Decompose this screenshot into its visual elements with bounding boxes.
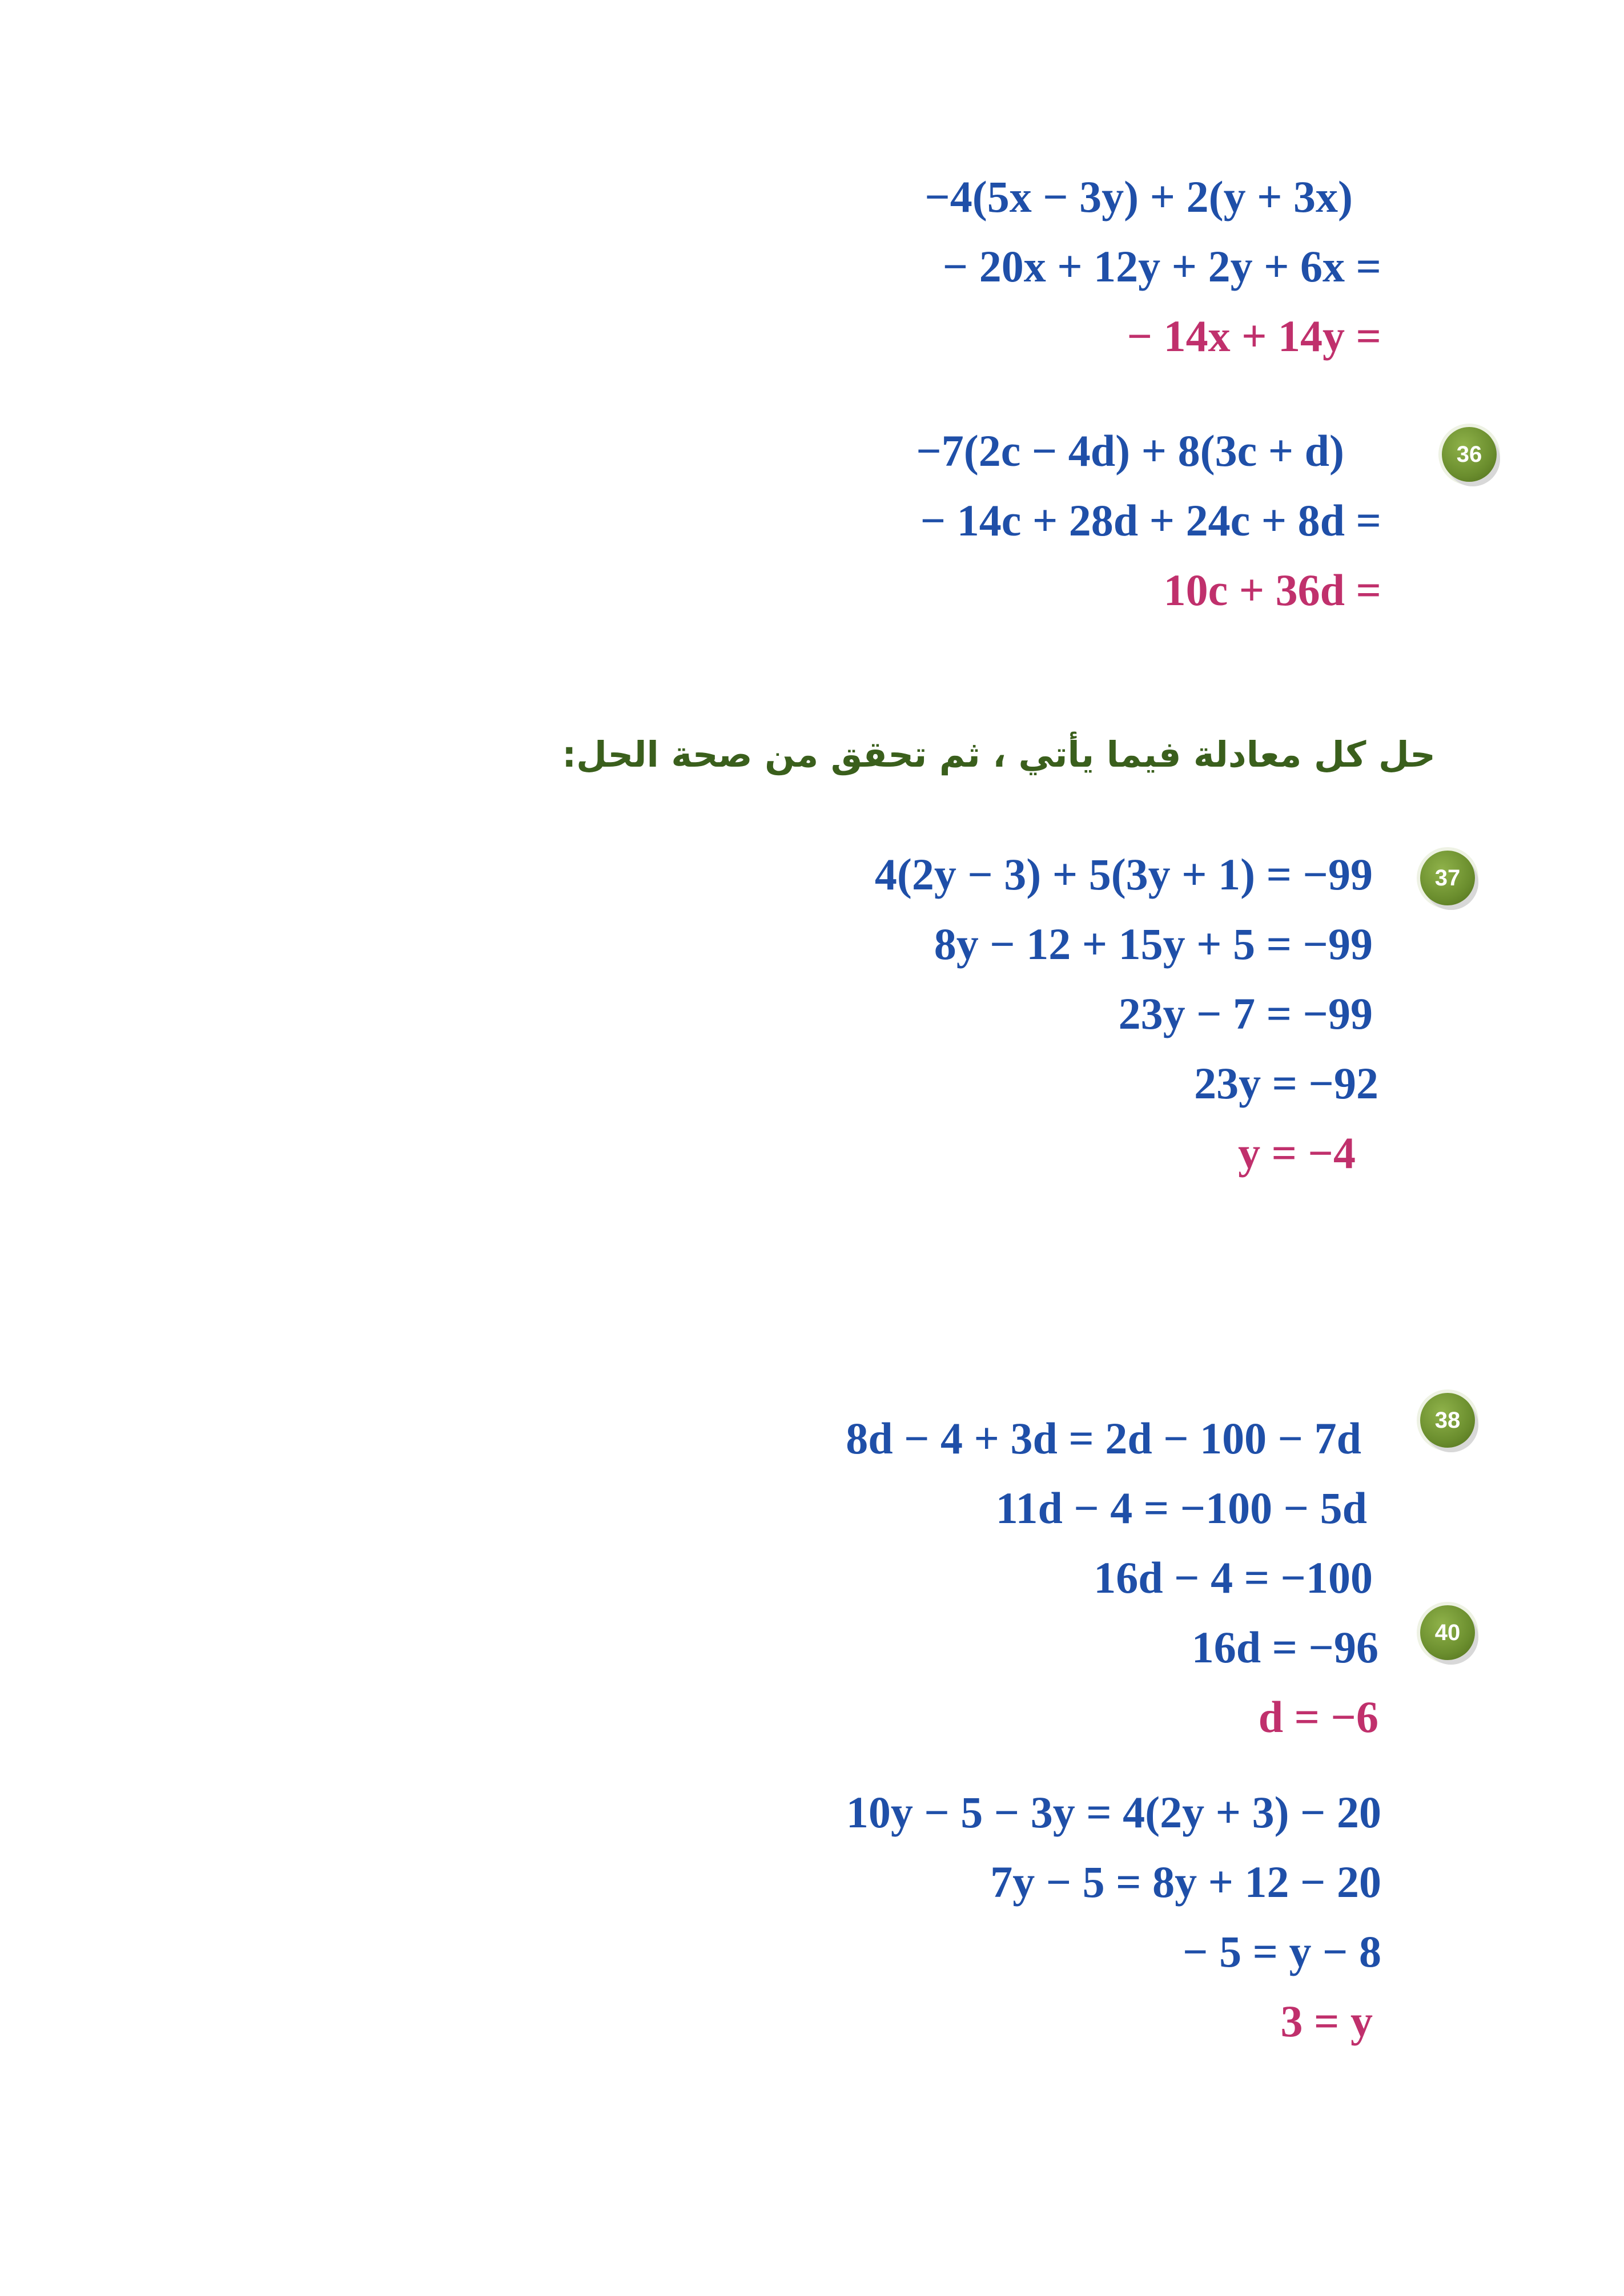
p35-line-3: − 14x + 14y = xyxy=(1127,311,1381,361)
p36-line-3: 10c + 36d = xyxy=(1163,565,1381,615)
p37-line-1: 4(2y − 3) + 5(3y + 1) = −99 xyxy=(874,849,1373,899)
p35-line-1: −4(5x − 3y) + 2(y + 3x) xyxy=(924,172,1353,221)
p38-line-4: 16d = −96 xyxy=(1191,1622,1378,1672)
p40-line-4: 3 = y xyxy=(1280,1996,1373,2046)
p40-line-2: 7y − 5 = 8y + 12 − 20 xyxy=(990,1857,1381,1907)
problem-number-badge-37: 37 xyxy=(1420,851,1475,905)
p36-line-2: − 14c + 28d + 24c + 8d = xyxy=(920,496,1381,545)
p37-line-4: 23y = −92 xyxy=(1194,1058,1378,1108)
p38-line-2: 11d − 4 = −100 − 5d xyxy=(995,1483,1367,1533)
p38-line-5: d = −6 xyxy=(1258,1692,1378,1742)
p38-line-3: 16d − 4 = −100 xyxy=(1094,1553,1373,1602)
p37-line-5: y = −4 xyxy=(1238,1128,1356,1178)
problem-number-badge-36: 36 xyxy=(1442,427,1497,482)
p37-line-2: 8y − 12 + 15y + 5 = −99 xyxy=(934,919,1373,969)
problem-number-badge-38: 38 xyxy=(1420,1393,1475,1448)
p40-line-1: 10y − 5 − 3y = 4(2y + 3) − 20 xyxy=(846,1787,1381,1837)
p36-line-1: −7(2c − 4d) + 8(3c + d) xyxy=(916,426,1344,476)
p35-line-2: − 20x + 12y + 2y + 6x = xyxy=(942,241,1381,291)
p38-line-1: 8d − 4 + 3d = 2d − 100 − 7d xyxy=(846,1413,1361,1463)
p40-line-3: − 5 = y − 8 xyxy=(1183,1927,1381,1976)
p37-line-3: 23y − 7 = −99 xyxy=(1118,989,1373,1038)
instruction-heading: حل كل معادلة فيما يأتي ، ثم تحقق من صحة الحل: xyxy=(562,734,1436,775)
problem-number-badge-40: 40 xyxy=(1420,1605,1475,1660)
